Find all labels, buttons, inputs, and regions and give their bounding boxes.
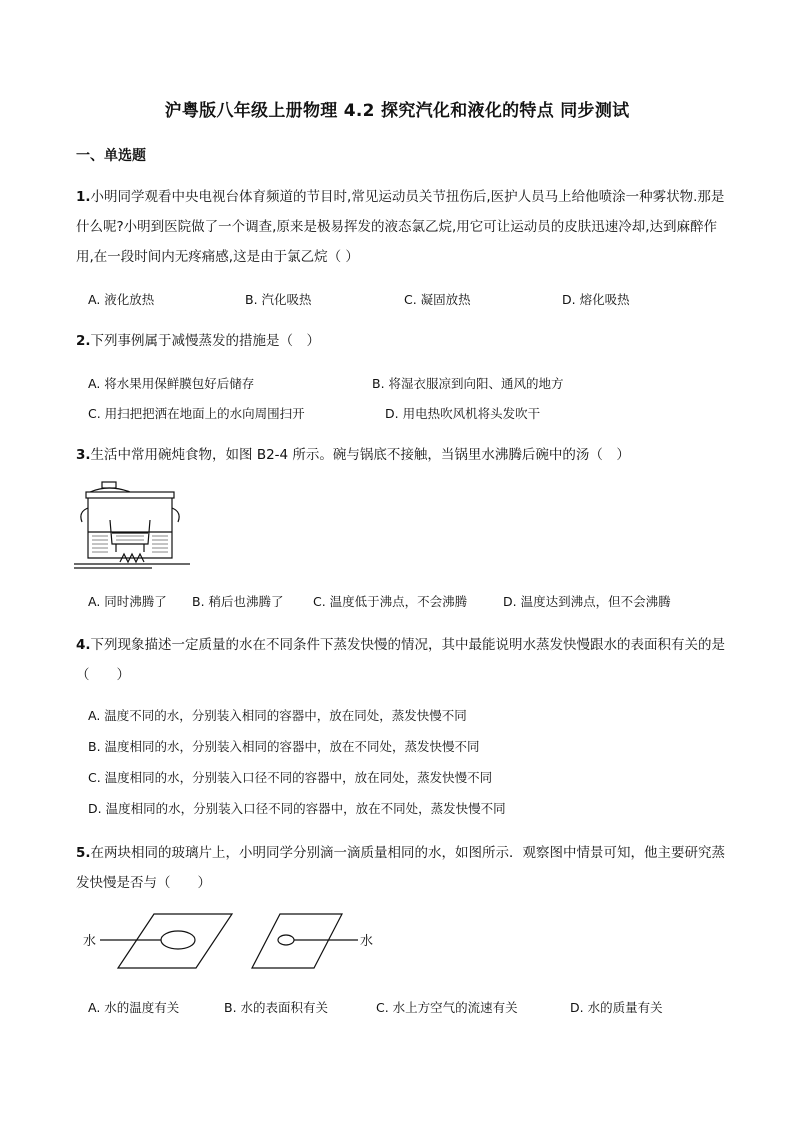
pot-body: [88, 498, 172, 558]
option-c: C. 温度低于沸点，不会沸腾: [313, 594, 468, 609]
question-stem: 在两块相同的玻璃片上，小明同学分别滴一滴质量相同的水，如图所示．观察图中情景可知，他主要研究蒸发快慢是否与（ ）: [76, 845, 726, 891]
glass-plates-figure: [82, 908, 382, 976]
question-3: [76, 440, 726, 470]
question-4: [76, 630, 726, 690]
question-number: 4.: [76, 637, 91, 653]
question-2: [76, 326, 726, 356]
option-b: B. 将湿衣服凉到向阳、通风的地方: [372, 376, 564, 391]
question-number: 3.: [76, 447, 91, 463]
water-drop-small: [278, 935, 294, 945]
pot-bowl-figure: [72, 478, 192, 574]
question-number: 5.: [76, 845, 91, 861]
question-stem: 生活中常用碗炖食物，如图 B2-4 所示。碗与锅底不接触，当锅里水沸腾后碗中的汤（ ）: [90, 447, 630, 463]
pot-lid: [86, 492, 174, 498]
lid-handle: [102, 482, 116, 488]
water-label-left: 水: [83, 934, 97, 949]
glass-plate-right: [252, 914, 342, 968]
option-c: C. 用扫把把洒在地面上的水向周围扫开: [88, 406, 305, 421]
question-5: [76, 838, 726, 898]
option-d: D. 温度相同的水，分别装入口径不同的容器中，放在不同处，蒸发快慢不同: [88, 801, 506, 816]
question-stem: 小明同学观看中央电视台体育频道的节目时,常见运动员关节扭伤后,医护人员马上给他喷涂一种雾状物.那是什么呢?小明到医院做了一个调查,原来是极易挥发的液态氯乙烷,用它可让运动员的皮肤迅速冷却,达到麻醉作用,在一段时间内无疼痛感,这是由于氯乙烷（ ）: [76, 189, 725, 265]
option-b: B. 温度相同的水，分别装入相同的容器中，放在不同处，蒸发快慢不同: [88, 739, 480, 754]
question-number: 1.: [76, 189, 91, 205]
option-a: A. 将水果用保鲜膜包好后储存: [88, 376, 255, 391]
question-stem: 下列事例属于减慢蒸发的措施是（ ）: [90, 333, 321, 349]
water-label-right: 水: [360, 934, 374, 949]
option-a: A. 水的温度有关: [88, 1000, 180, 1015]
option-d: D. 温度达到沸点，但不会沸腾: [503, 594, 671, 609]
option-c: C. 温度相同的水，分别装入口径不同的容器中，放在同处，蒸发快慢不同: [88, 770, 493, 785]
option-a: A. 同时沸腾了: [88, 594, 167, 609]
question-1: [76, 182, 726, 272]
question-number: 2.: [76, 333, 91, 349]
water-drop-large: [161, 931, 195, 949]
glass-plate-left: [118, 914, 232, 968]
option-b: B. 汽化吸热: [245, 292, 312, 307]
option-d: D. 水的质量有关: [570, 1000, 663, 1015]
option-c: C. 凝固放热: [404, 292, 471, 307]
section-heading: 一、单选题: [76, 148, 146, 164]
page-title: 沪粤版八年级上册物理 4.2 探究汽化和液化的特点 同步测试: [164, 101, 630, 121]
option-d: D. 用电热吹风机将头发吹干: [385, 406, 541, 421]
option-b: B. 稍后也沸腾了: [192, 594, 284, 609]
option-b: B. 水的表面积有关: [224, 1000, 329, 1015]
option-a: A. 温度不同的水，分别装入相同的容器中，放在同处，蒸发快慢不同: [88, 708, 467, 723]
question-stem: 下列现象描述一定质量的水在不同条件下蒸发快慢的情况，其中最能说明水蒸发快慢跟水的表面积有关的是（ ）: [76, 637, 726, 683]
option-d: D. 熔化吸热: [562, 292, 630, 307]
option-a: A. 液化放热: [88, 292, 155, 307]
option-c: C. 水上方空气的流速有关: [376, 1000, 518, 1015]
